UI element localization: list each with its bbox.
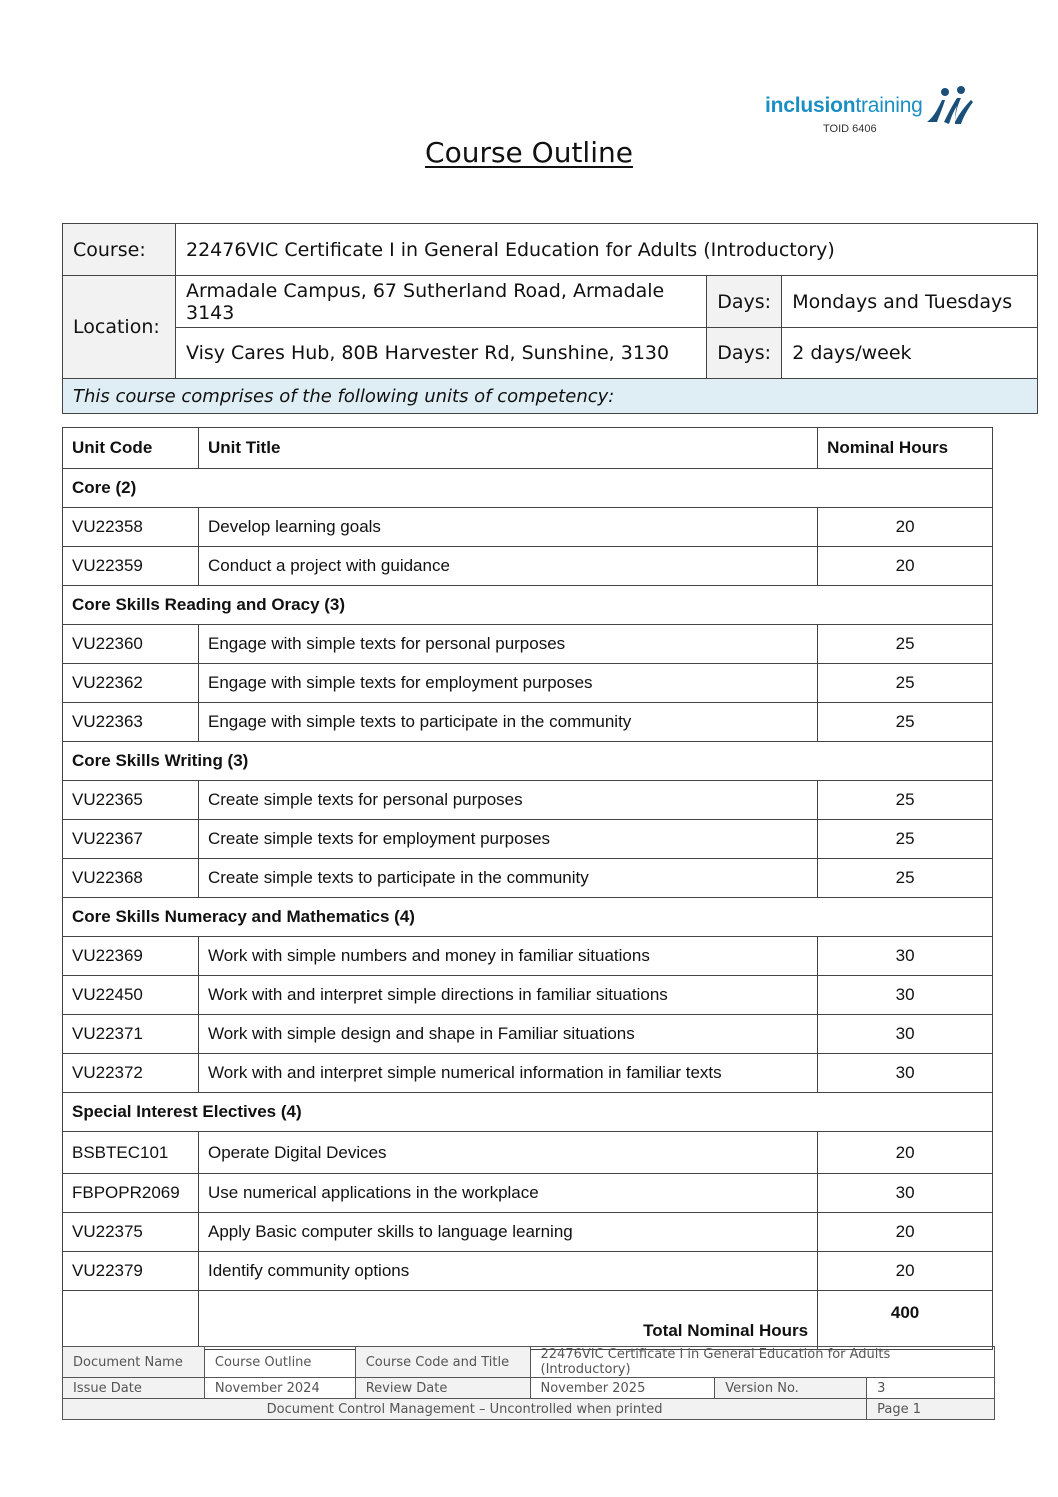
unit-title: Create simple texts for personal purposes [198, 781, 817, 820]
table-row [63, 1252, 993, 1291]
days-value: 2 days/week [782, 328, 1038, 379]
table-row [63, 703, 993, 742]
table-row [63, 1174, 993, 1213]
section-title: Core Skills Reading and Oracy (3) [63, 586, 993, 625]
inclusion-training-logo [765, 86, 975, 142]
table-row [63, 1054, 993, 1093]
table-row [63, 625, 993, 664]
unit-code: VU22363 [63, 703, 199, 742]
section-title: Core Skills Numeracy and Mathematics (4) [63, 898, 993, 937]
section-row [63, 898, 993, 937]
unit-hours: 20 [818, 547, 993, 586]
unit-code: VU22359 [63, 547, 199, 586]
footer-row [63, 1399, 995, 1420]
unit-hours: 25 [818, 781, 993, 820]
table-row [63, 1132, 993, 1174]
column-header-title: Unit Title [198, 428, 817, 469]
location-label: Location: [63, 276, 176, 379]
unit-hours: 30 [818, 1015, 993, 1054]
unit-code: VU22362 [63, 664, 199, 703]
table-row [63, 820, 993, 859]
page-number: Page 1 [867, 1399, 995, 1420]
table-row [63, 859, 993, 898]
total-value: 400 [818, 1291, 993, 1350]
table-row [63, 937, 993, 976]
table-row [63, 508, 993, 547]
units-intro-note: This course comprises of the following units of competency: [63, 379, 1038, 414]
toid-label: TOID 6406 [823, 123, 877, 135]
section-row [63, 586, 993, 625]
unit-code: FBPOPR2069 [63, 1174, 199, 1213]
section-row [63, 1093, 993, 1132]
document-control-footer [62, 1346, 995, 1420]
units-table [62, 427, 993, 1350]
total-empty-cell [63, 1291, 199, 1350]
days-value: Mondays and Tuesdays [782, 276, 1038, 328]
unit-hours: 20 [818, 508, 993, 547]
table-header-row [63, 428, 993, 469]
total-label: Total Nominal Hours [198, 1291, 817, 1350]
course-value: 22476VIC Certificate I in General Education for Adults (Introductory) [175, 224, 1037, 276]
unit-code: VU22368 [63, 859, 199, 898]
unit-hours: 25 [818, 625, 993, 664]
unit-code: VU22372 [63, 1054, 199, 1093]
unit-title: Conduct a project with guidance [198, 547, 817, 586]
review-date-value: November 2025 [530, 1378, 715, 1399]
note-row [63, 379, 1038, 414]
course-info-table [62, 223, 1038, 414]
unit-title: Work with and interpret simple directions in familiar situations [198, 976, 817, 1015]
table-row [63, 976, 993, 1015]
unit-hours: 25 [818, 820, 993, 859]
unit-title: Work with simple design and shape in Familiar situations [198, 1015, 817, 1054]
unit-hours: 25 [818, 703, 993, 742]
unit-title: Work with simple numbers and money in familiar situations [198, 937, 817, 976]
unit-code: VU22450 [63, 976, 199, 1015]
unit-code: VU22367 [63, 820, 199, 859]
issue-date-value: November 2024 [204, 1378, 355, 1399]
unit-hours: 30 [818, 937, 993, 976]
table-row [63, 781, 993, 820]
logo-wordmark: inclusiontraining [765, 94, 923, 117]
code-title-value: 22476VIC Certificate I in General Education for Adults (Introductory) [530, 1347, 995, 1378]
logo-figure-icon [925, 86, 975, 126]
unit-hours: 30 [818, 976, 993, 1015]
unit-hours: 20 [818, 1252, 993, 1291]
section-title: Core Skills Writing (3) [63, 742, 993, 781]
unit-code: VU22369 [63, 937, 199, 976]
issue-date-label: Issue Date [63, 1378, 205, 1399]
unit-code: VU22371 [63, 1015, 199, 1054]
version-label: Version No. [715, 1378, 867, 1399]
unit-code: BSBTEC101 [63, 1132, 199, 1174]
unit-title: Engage with simple texts for employment purposes [198, 664, 817, 703]
control-text: Document Control Management – Uncontrolled when printed [63, 1399, 867, 1420]
location-address: Armadale Campus, 67 Sutherland Road, Armadale 3143 [175, 276, 706, 328]
section-title: Special Interest Electives (4) [63, 1093, 993, 1132]
doc-name-value: Course Outline [204, 1347, 355, 1378]
unit-title: Apply Basic computer skills to language learning [198, 1213, 817, 1252]
unit-hours: 20 [818, 1213, 993, 1252]
doc-name-label: Document Name [63, 1347, 205, 1378]
course-row [63, 224, 1038, 276]
unit-title: Engage with simple texts for personal purposes [198, 625, 817, 664]
unit-code: VU22375 [63, 1213, 199, 1252]
unit-title: Develop learning goals [198, 508, 817, 547]
footer-row [63, 1347, 995, 1378]
location-row [63, 328, 1038, 379]
total-row [63, 1291, 993, 1350]
section-row [63, 469, 993, 508]
section-row [63, 742, 993, 781]
unit-title: Use numerical applications in the workplace [198, 1174, 817, 1213]
unit-code: VU22379 [63, 1252, 199, 1291]
column-header-code: Unit Code [63, 428, 199, 469]
table-row [63, 547, 993, 586]
unit-code: VU22358 [63, 508, 199, 547]
review-date-label: Review Date [355, 1378, 530, 1399]
unit-title: Operate Digital Devices [198, 1132, 817, 1174]
table-row [63, 664, 993, 703]
unit-title: Create simple texts to participate in the community [198, 859, 817, 898]
unit-code: VU22360 [63, 625, 199, 664]
table-row [63, 1015, 993, 1054]
code-title-label: Course Code and Title [355, 1347, 530, 1378]
unit-hours: 25 [818, 664, 993, 703]
unit-title: Identify community options [198, 1252, 817, 1291]
unit-hours: 30 [818, 1174, 993, 1213]
footer-row [63, 1378, 995, 1399]
unit-hours: 25 [818, 859, 993, 898]
column-header-hours: Nominal Hours [818, 428, 993, 469]
version-value: 3 [867, 1378, 995, 1399]
days-label: Days: [707, 328, 782, 379]
section-title: Core (2) [63, 469, 993, 508]
unit-hours: 20 [818, 1132, 993, 1174]
unit-title: Create simple texts for employment purposes [198, 820, 817, 859]
location-address: Visy Cares Hub, 80B Harvester Rd, Sunshine, 3130 [175, 328, 706, 379]
days-label: Days: [707, 276, 782, 328]
table-row [63, 1213, 993, 1252]
unit-hours: 30 [818, 1054, 993, 1093]
unit-title: Engage with simple texts to participate in the community [198, 703, 817, 742]
location-row [63, 276, 1038, 328]
page-title: Course Outline [425, 136, 633, 169]
unit-title: Work with and interpret simple numerical information in familiar texts [198, 1054, 817, 1093]
course-label: Course: [63, 224, 176, 276]
unit-code: VU22365 [63, 781, 199, 820]
